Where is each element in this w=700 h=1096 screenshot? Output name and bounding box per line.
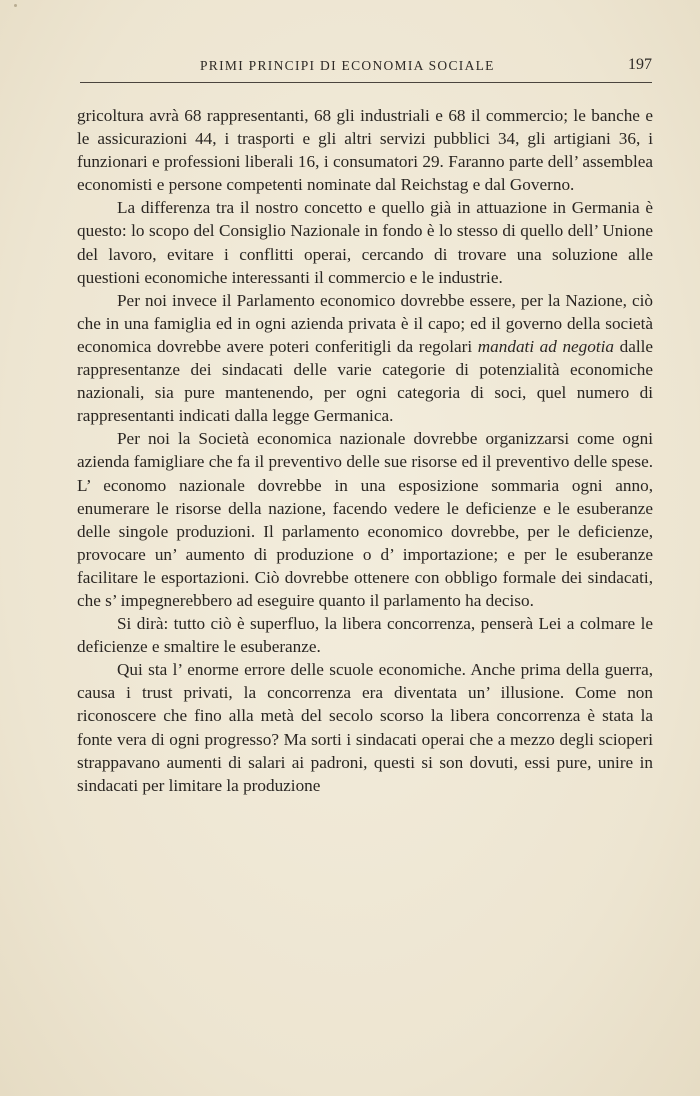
paragraph: La differenza tra il nostro concetto e quello già in attuazione in Germania è questo: lo scopo del Consiglio Nazionale in fondo è lo stesso di quello dell’ Unione del lavoro, evitare i conflitti operai, cercando di trovare una soluzione alle questioni economiche interessanti il commercio e le industrie.: [77, 198, 653, 287]
paragraph-text: Per noi invece il Parlamento economico dovrebbe essere, per la Nazione, ciò che in una famiglia ed in ogni azienda privata è il capo; ed il governo della società economica dovrebbe avere poteri conferitigli da regolari: [77, 290, 653, 356]
page-number: 197: [628, 56, 652, 73]
paragraph: Per noi la Società economica nazionale dovrebbe organizzarsi come ogni azienda famigliare che fa il preventivo delle sue risorse ed il preventivo delle spese. L’ economo nazionale dovrebbe in una esposizione sommaria ogni anno, enumerare le risorse della nazione, facendo vedere le deficienze e le esuberanze delle singole produzioni. Il parlamento economico dovrebbe, per le deficienze, provocare un’ aumento di produzione o d’ importazione; e per le esuberanze facilitare le esportazioni. Ciò dovrebbe ottenere con obbligo formale dei sindacati, che s’ impegnerebbero ad eseguire quanto il parlamento ha deciso.: [77, 429, 653, 610]
paper-speck: [14, 4, 17, 7]
running-title: PRIMI PRINCIPI DI ECONOMIA SOCIALE: [200, 58, 495, 73]
body-text: [77, 104, 653, 797]
paragraph: [77, 289, 653, 428]
header-rule: [80, 82, 652, 83]
paragraph: Qui sta l’ enorme errore delle scuole economiche. Anche prima della guerra, causa i trust privati, la concorrenza era diventata un’ illusione. Come non riconoscere che fino alla metà del secolo scorso la libera concorrenza è stata la fonte vera di ogni progresso? Ma sorti i sindacati operai che a mezzo degli scioperi strappavano aumenti di salari ai padroni, questi si son dovuti, essi pure, unire in sindacati per limitare la produzione: [77, 660, 653, 795]
italic-phrase: mandati ad negotia: [477, 336, 615, 356]
paragraph: gricoltura avrà 68 rappresentanti, 68 gli industriali e 68 il commercio; le banche e le assicurazioni 44, i trasporti e gli altri servizi pubblici 34, gli artigiani 36, i funzionari e professioni liberali 16, i consumatori 29. Faranno parte dell’ assemblea economisti e persone competenti nominate dal Reichstag e dal Governo.: [77, 106, 653, 195]
paragraph-text: dalle rappresentanze dei sindacati delle varie categorie di potenzialità economiche nazionali, sia pure mantenendo, per ogni categoria di soci, quel numero di rappresentanti indicati dalla legge Germanica.: [77, 336, 653, 426]
running-header: [80, 56, 652, 80]
paragraph: Si dirà: tutto ciò è superfluo, la libera concorrenza, penserà Lei a colmare le deficienze e smaltire le esuberanze.: [77, 614, 653, 657]
